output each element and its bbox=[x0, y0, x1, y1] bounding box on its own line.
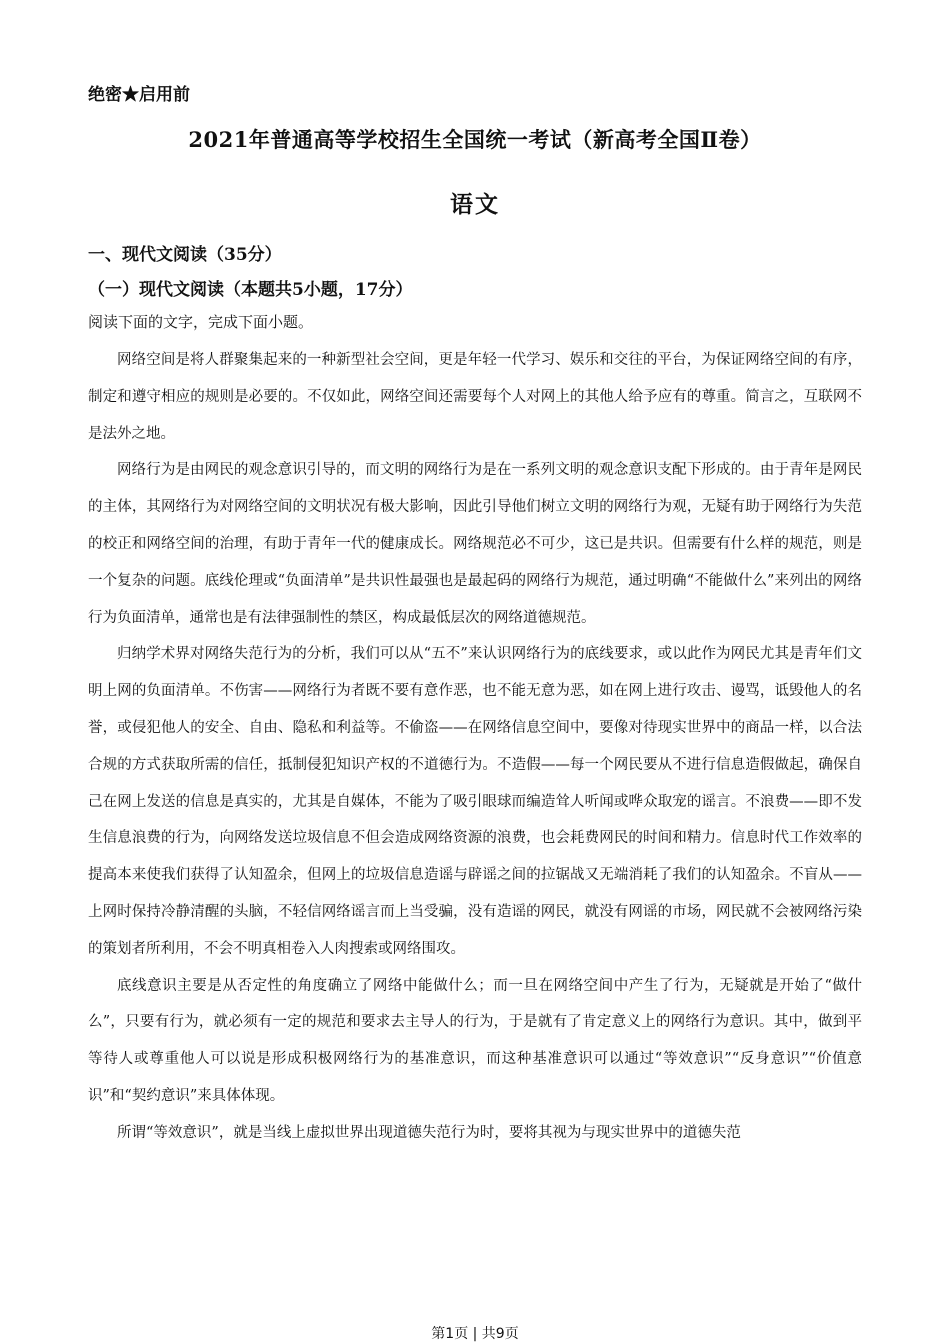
paragraph-5: 所谓“等效意识”，就是当线上虚拟世界出现道德失范行为时，要将其视为与现实世界中的道德失范 bbox=[117, 1124, 741, 1141]
reading-passage bbox=[88, 342, 862, 1152]
secret-mark: 绝密★启用前 bbox=[88, 85, 190, 105]
reading-instruction: 阅读下面的文字，完成下面小题。 bbox=[88, 313, 314, 331]
exam-title: 2021年普通高等学校招生全国统一考试（新高考全国Ⅱ卷） bbox=[188, 127, 762, 152]
page-indicator: 第1页 | 共9页 bbox=[431, 1326, 519, 1342]
paragraph-2: 网络行为是由网民的观念意识引导的，而文明的网络行为是在一系列文明的观念意识支配下形成的。由于青年是网民的主体，其网络行为对网络空间的文明状况有极大影响，因此引导他们树立文明的网络行为观，无疑有助于网络行为失范的校正和网络空间的治理，有助于青年一代的健康成长。网络规范必不可少，这已是共识。但需要有什么样的规范，则是一个复杂的问题。底线伦理或“负面清单”是共识性最强也是最起码的网络行为规范，通过明确“不能做什么”来列出的网络行为负面清单，通常也是有法律强制性的禁区，构成最低层次的网络道德规范。 bbox=[88, 462, 862, 626]
part-heading: 一、现代文阅读（35分） bbox=[88, 245, 282, 265]
paragraph-4: 底线意识主要是从否定性的角度确立了网络中能做什么；而一旦在网络空间中产生了行为，无疑就是开始了“做什么”，只要有行为，就必须有一定的规范和要求去主导人的行为，于是就有了肯定意义上的网络行为意识。其中，做到平等待人或尊重他人可以说是形成积极网络行为的基准意识，而这种基准意识可以通过“等效意识”“反身意识”“价值意识”和“契约意识”来具体体现。 bbox=[88, 977, 862, 1104]
subject-title: 语文 bbox=[450, 191, 500, 218]
paragraph-3: 归纳学术界对网络失范行为的分析，我们可以从“五不”来认识网络行为的底线要求，或以此作为网民尤其是青年们文明上网的负面清单。不伤害——网络行为者既不要有意作恶，也不能无意为恶，如在网上进行攻击、谩骂，诋毁他人的名誉，或侵犯他人的安全、自由、隐私和利益等。不偷盗——在网络信息空间中，要像对待现实世界中的商品一样，以合法合规的方式获取所需的信任，抵制侵犯知识产权的不道德行为。不造假——每一个网民要从不进行信息造假做起，确保自己在网上发送的信息是真实的，尤其是自媒体，不能为了吸引眼球而编造耸人听闻或哗众取宠的谣言。不浪费——即不发生信息浪费的行为，向网络发送垃圾信息不但会造成网络资源的浪费，也会耗费网民的时间和精力。信息时代工作效率的提高本来使我们获得了认知盈余，但网上的垃圾信息造谣与辟谣之间的拉锯战又无端消耗了我们的认知盈余。不盲从——上网时保持冷静清醒的头脑，不轻信网络谣言而上当受骗，没有造谣的网民，就没有网谣的市场，网民就不会被网络污染的策划者所利用，不会不明真相卷入人肉搜索或网络围攻。 bbox=[88, 646, 862, 957]
sub-heading: （一）现代文阅读（本题共5小题，17分） bbox=[88, 280, 413, 300]
paragraph-1: 网络空间是将人群聚集起来的一种新型社会空间，更是年轻一代学习、娱乐和交往的平台，为保证网络空间的有序，制定和遵守相应的规则是必要的。不仅如此，网络空间还需要每个人对网上的其他人给予应有的尊重。简言之，互联网不是法外之地。 bbox=[88, 352, 862, 442]
